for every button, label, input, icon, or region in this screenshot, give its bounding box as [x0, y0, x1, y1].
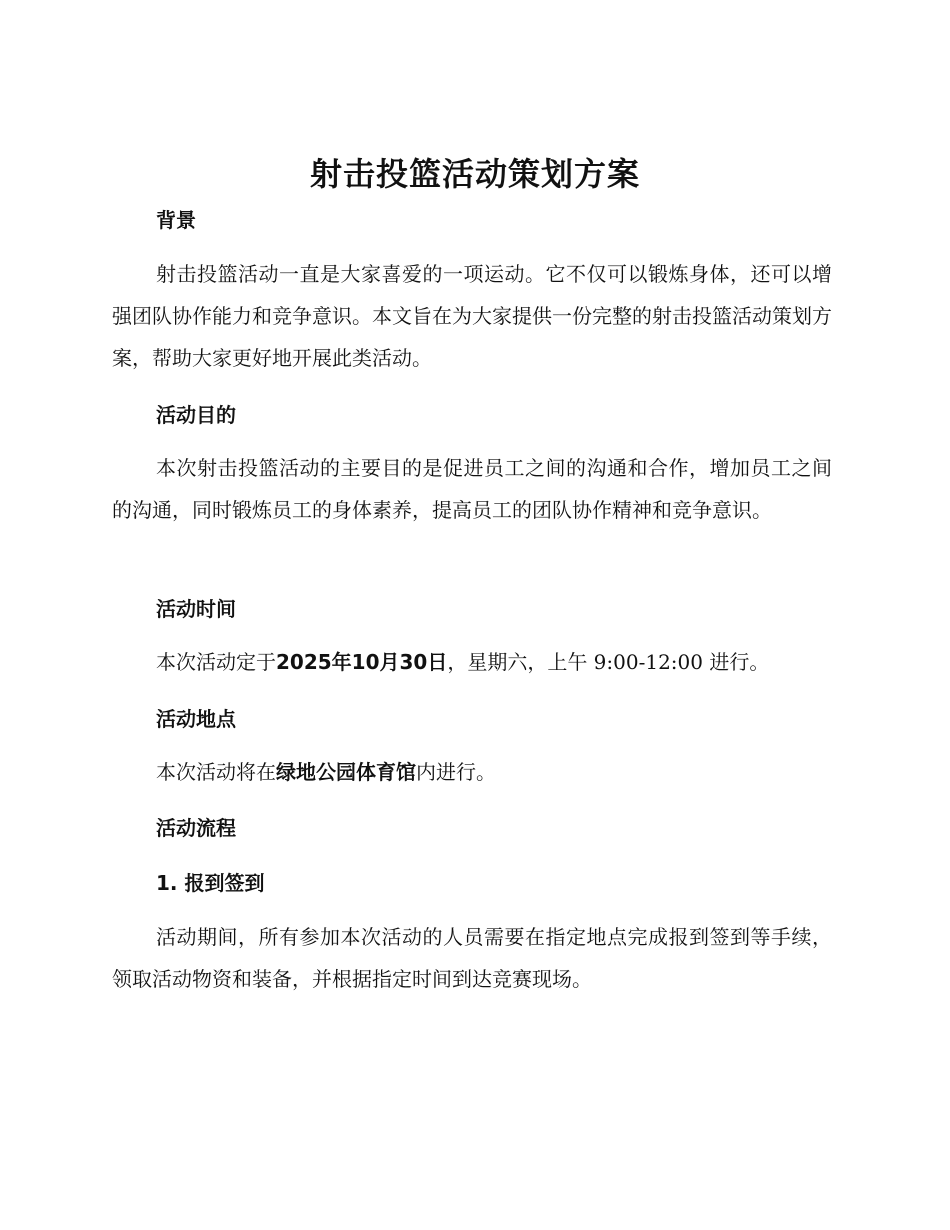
paragraph-location	[112, 751, 832, 793]
heading-step-1: 1. 报到签到	[156, 871, 265, 895]
time-prefix: 本次活动定于	[156, 650, 276, 674]
time-suffix: ，星期六，上午 9:00-12:00 进行。	[447, 650, 770, 674]
paragraph-time	[112, 641, 832, 683]
paragraph-background: 射击投篮活动一直是大家喜爱的一项运动。它不仅可以锻炼身体，还可以增强团队协作能力和竞争意识。本文旨在为大家提供一份完整的射击投篮活动策划方案，帮助大家更好地开展此类活动。	[112, 262, 832, 370]
document-title: 射击投篮活动策划方案	[309, 155, 640, 193]
paragraph-step-1: 活动期间，所有参加本次活动的人员需要在指定地点完成报到签到等手续，领取活动物资和装备，并根据指定时间到达竞赛现场。	[112, 925, 832, 991]
heading-purpose: 活动目的	[156, 403, 236, 427]
heading-process: 活动流程	[156, 816, 236, 840]
event-date: 2025年10月30日	[276, 650, 448, 674]
location-prefix: 本次活动将在	[156, 760, 276, 784]
paragraph-purpose: 本次射击投篮活动的主要目的是促进员工之间的沟通和合作，增加员工之间的沟通，同时锻炼员工的身体素养，提高员工的团队协作精神和竞争意识。	[112, 456, 832, 522]
heading-background: 背景	[156, 208, 196, 232]
heading-time: 活动时间	[156, 597, 236, 621]
heading-location: 活动地点	[156, 707, 236, 731]
event-venue: 绿地公园体育馆	[276, 760, 416, 784]
location-suffix: 内进行。	[416, 760, 496, 784]
